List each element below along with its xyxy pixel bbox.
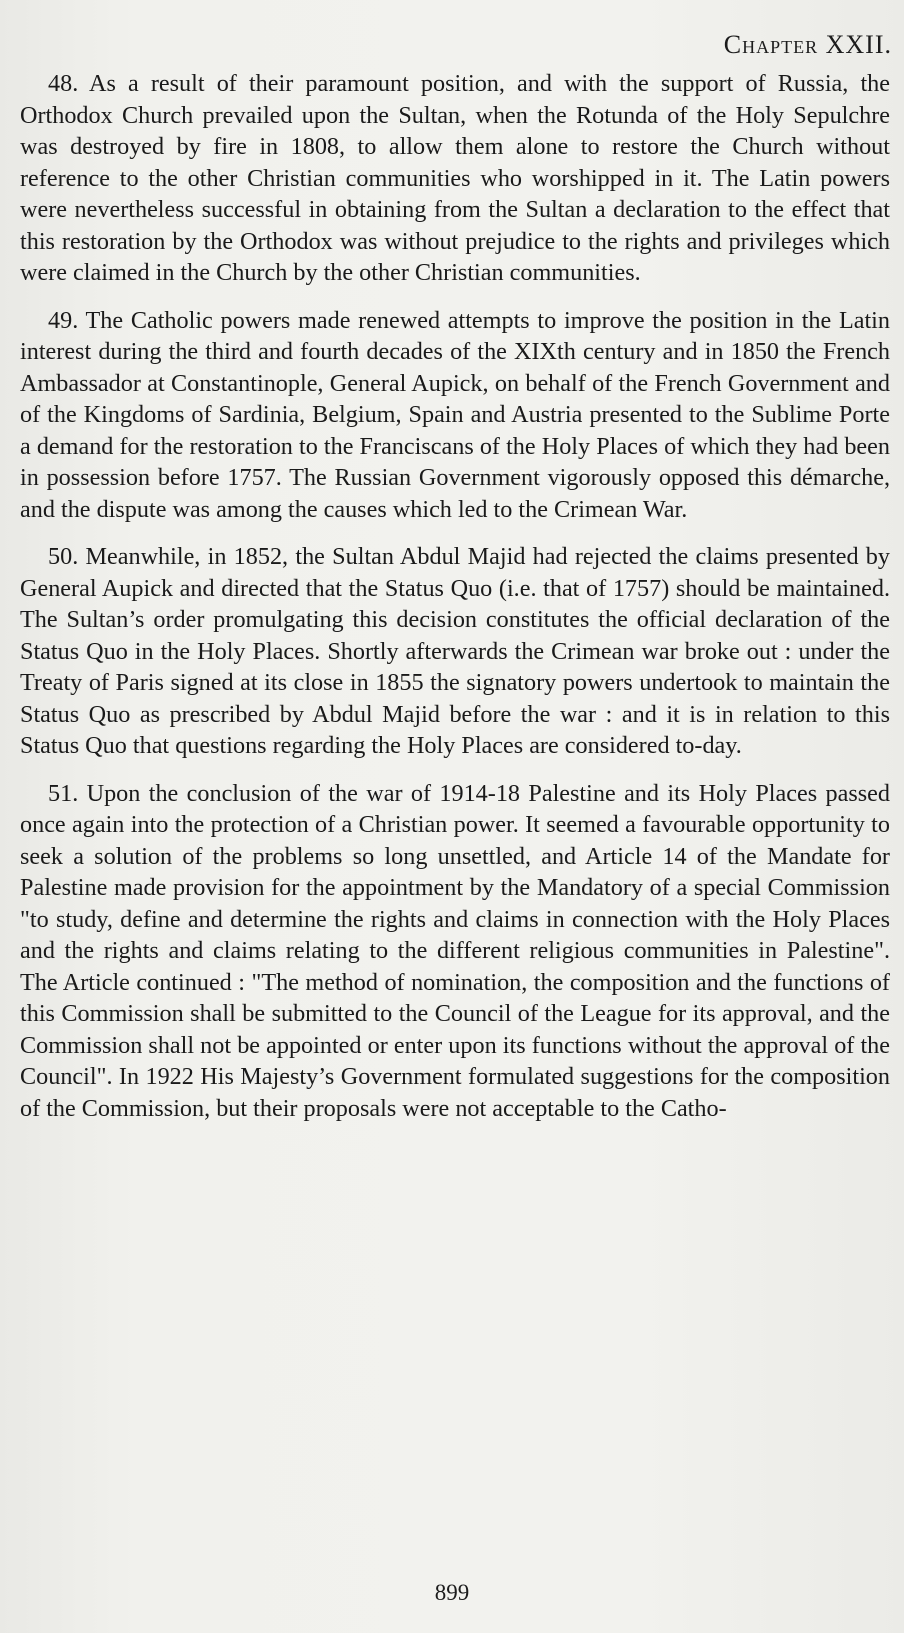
running-head: Chapter XXII. [723,30,892,59]
paragraph-50: 50. Meanwhile, in 1852, the Sultan Abdul Majid had rejected the claims presented by General Aupick and directed that the Status Quo (i.e. that of 1757) should be maintained. The Sultan’s order promulgating this decision constitutes the official declaration of the Status Quo in the Holy Places. Shortly afterwards the Crimean war broke out : under the Treaty of Paris signed at its close in 1855 the signatory powers undertook to maintain the Status Quo as prescribed by Abdul Majid before the war : and it is in relation to this Status Quo that questions regarding the Holy Places are considered to-day. [20,543,890,759]
body-text [20,68,890,1124]
paragraph-48: 48. As a result of their paramount position, and with the support of Russia, the Orthodox Church prevailed upon the Sultan, when the Rotunda of the Holy Sepulchre was destroyed by fire in 1808, to allow them alone to restore the Church without reference to the other Christian communities who worshipped in it. The Latin powers were nevertheless successful in obtaining from the Sultan a declaration to the effect that this restoration by the Orthodox was without prejudice to the rights and privileges which were claimed in the Church by the other Christian communities. [20,70,890,286]
paragraph-49: 49. The Catholic powers made renewed attempts to improve the position in the Latin interest during the third and fourth decades of the XIXth century and in 1850 the French Ambassador at Constantinople, General Aupick, on behalf of the French Government and of the Kingdoms of Sardinia, Belgium, Spain and Austria presented to the Sublime Porte a demand for the restoration to the Franciscans of the Holy Places of which they had been in possession before 1757. The Russian Government vigorously opposed this démarche, and the dispute was among the causes which led to the Crimean War. [20,306,890,523]
page-number: 899 [434,1580,470,1605]
paragraph-51: 51. Upon the conclusion of the war of 1914-18 Palestine and its Holy Places passed once again into the protection of a Christian power. It seemed a favourable opportunity to seek a solution of the problems so long unsettled, and Article 14 of the Mandate for Palestine made provision for the appointment by the Mandatory of a special Commission "to study, define and determine the rights and claims in connection with the Holy Places and the rights and claims relating to the different religious communities in Palestine". The Article continued : "The method of nomination, the composition and the functions of this Commission shall be submitted to the Council of the League for its approval, and the Commission shall not be appointed or enter upon its functions without the approval of the Council". In 1922 His Majesty’s Government formulated suggestions for the composition of the Commission, but their proposals were not acceptable to the Catho- [20,779,890,1122]
